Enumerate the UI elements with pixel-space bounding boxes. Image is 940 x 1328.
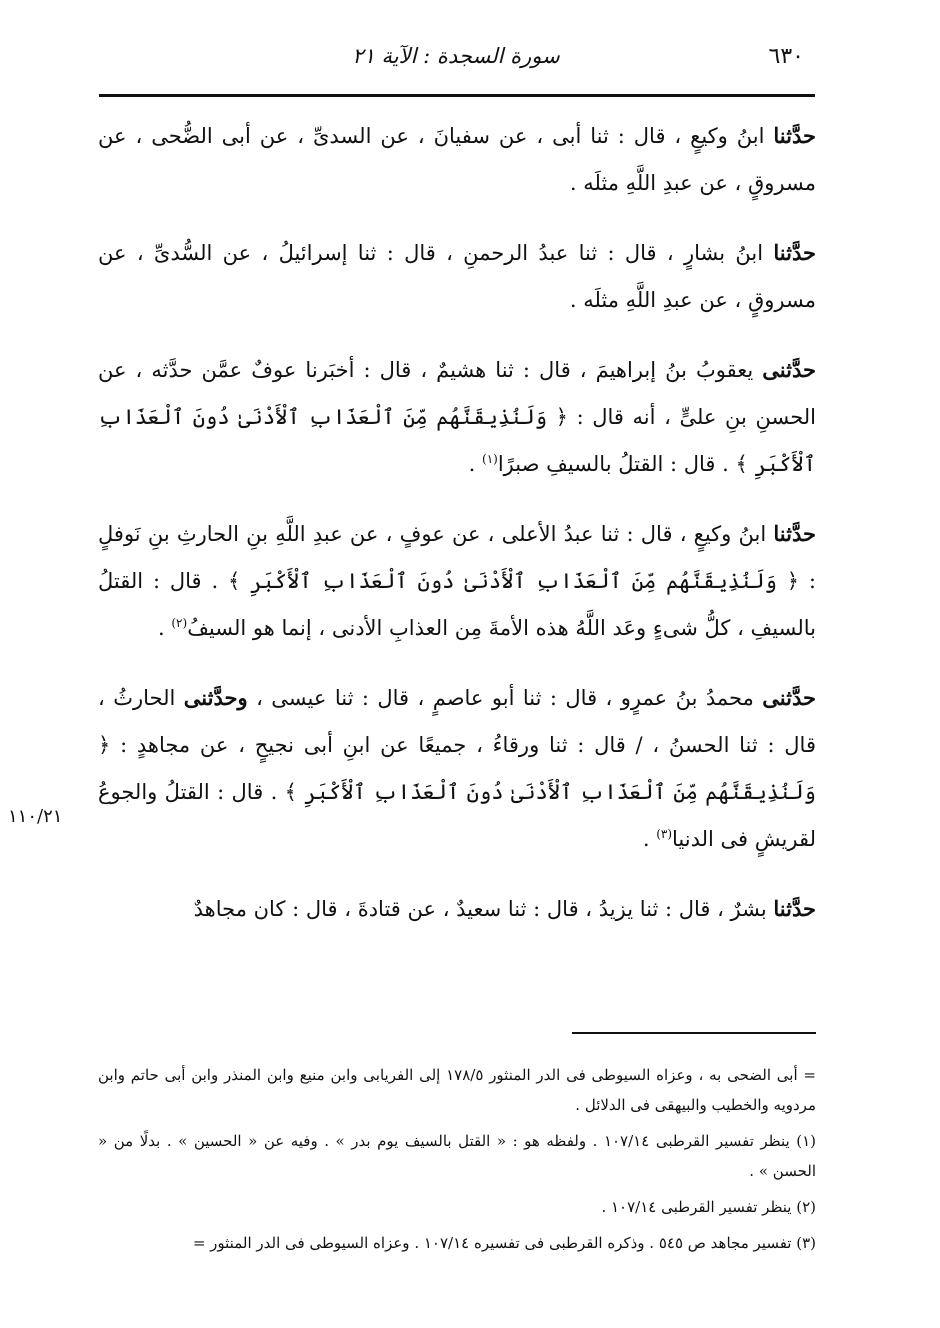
isnad-lead: حدَّثنى	[762, 357, 816, 382]
running-title: سورة السجدة : الآية ٢١	[352, 44, 560, 68]
quran-verse: ﴿ وَلَنُذِيقَنَّهُم مِّنَ ٱلْعَذَابِ ٱلْأَدْنَىٰ دُونَ ٱلْعَذَابِ ٱلْأَكْبَرِ ﴾	[227, 569, 800, 593]
footnote-3: (٣) تفسير مجاهد ص ٥٤٥ . وذكره القرطبى فى تفسيره ١٠٧/١٤ . وعزاه السيوطى فى الدر المنثور =	[192, 1234, 816, 1252]
paragraph-4	[98, 510, 816, 652]
header-rule	[99, 94, 815, 97]
paragraph-text: .	[468, 452, 476, 476]
isnad-lead: حدَّثنا	[773, 896, 816, 921]
paragraph-text: . قال : القتلُ بالسيفِ ، كلُّ شىءٍ وعَد اللَّهُ هذه الأمةَ مِن العذابِ الأدنى ، إنما هو السيفُ	[98, 569, 816, 640]
paragraph-6	[98, 885, 816, 933]
footnote-1: (١) ينظر تفسير القرطبى ١٠٧/١٤ . ولفظه هو : « القتل بالسيف يوم بدر » . وفيه عن « الحسين » . بدلًا من « الحسن » .	[98, 1132, 816, 1180]
footnotes	[98, 1060, 816, 1264]
footnote-continued: = أبى الضحى به ، وعزاه السيوطى فى الدر المنثور ١٧٨/٥ إلى الفريابى وابن منيع وابن المنذر وابن أبى حاتم وابن مردويه والخطيب والبيهقى فى الدلائل .	[98, 1066, 816, 1114]
paragraph-text: ابنُ وكيعٍ ، قال : ثنا عبدُ الأعلى ، عن عوفٍ ، عن عبدِ اللَّهِ بنِ الحارثِ بنِ نَوفلٍ :	[98, 522, 816, 593]
footnote-ref-3[interactable]: (٣)	[656, 827, 673, 841]
paragraph-text: .	[642, 827, 650, 851]
footnote-ref-1[interactable]: (١)	[482, 452, 498, 466]
quran-verse: ﴿ وَلَنُذِيقَنَّهُم مِّنَ ٱلْعَذَابِ ٱلْأَدْنَىٰ دُونَ ٱلْعَذَابِ ٱلْأَكْبَرِ ﴾	[98, 733, 816, 804]
paragraph-2	[98, 229, 816, 324]
paragraph-3	[98, 346, 816, 488]
page-number: ٦٣٠	[768, 44, 804, 69]
isnad-lead: حدَّثنا	[773, 240, 816, 265]
isnad-lead: حدَّثنى	[762, 685, 816, 710]
paragraph-text: محمدُ بنُ عمرٍو ، قال : ثنا أبو عاصمٍ ، قال : ثنا عيسى ،	[256, 686, 754, 710]
paragraph-text: بشرٌ ، قال : ثنا يزيدُ ، قال : ثنا سعيدٌ ، عن قتادةَ ، قال : كان مجاهدٌ	[193, 897, 767, 921]
isnad-lead: حدَّثنا	[773, 521, 816, 546]
quran-verse: ﴿ وَلَنُذِيقَنَّهُم مِّنَ ٱلْعَذَابِ ٱلْأَدْنَىٰ دُونَ ٱلْعَذَابِ ٱلْأَكْبَرِ ﴾	[98, 405, 816, 476]
paragraph-text: ابنُ وكيعٍ ، قال : ثنا أبى ، عن سفيانَ ، عن السدىِّ ، عن أبى الضُّحى ، عن مسروقٍ ، عن عبدِ اللَّهِ مثلَه .	[98, 124, 816, 195]
main-text	[98, 112, 816, 955]
paragraph-1	[98, 112, 816, 207]
page-header	[100, 44, 812, 82]
paragraph-text: يعقوبُ بنُ إبراهيمَ ، قال : ثنا هشيمٌ ، قال : أخبَرنا عوفٌ عمَّن حدَّثه ، عن الحسنِ بنِ علىٍّ ، أنه قال :	[98, 358, 816, 429]
paragraph-5	[98, 674, 816, 863]
paragraph-text: الحارثُ ، قال : ثنا الحسنُ ، / قال : ثنا ورقاءُ ، جميعًا عن ابنِ أبى نجيحٍ ، عن مجاهدٍ :	[98, 686, 816, 757]
footnote-ref-2[interactable]: (٢)	[171, 616, 188, 630]
paragraph-text: . قال : القتلُ بالسيفِ صبرًا	[497, 452, 729, 476]
isnad-lead-secondary: وحدَّثنى	[183, 685, 248, 710]
paragraph-text: ابنُ بشارٍ ، قال : ثنا عبدُ الرحمنِ ، قال : ثنا إسرائيلُ ، عن السُّدىِّ ، عن مسروقٍ ، عن عبدِ اللَّهِ مثلَه .	[98, 241, 816, 312]
margin-reference: ١١٠/٢١	[8, 806, 63, 827]
footnote-2: (٢) ينظر تفسير القرطبى ١٠٧/١٤ .	[601, 1198, 816, 1216]
paragraph-text: .	[157, 616, 165, 640]
footnote-separator	[572, 1032, 816, 1034]
isnad-lead: حدَّثنا	[773, 123, 816, 148]
paragraph-text: . قال : القتلُ والجوعُ لقريشٍ فى الدنيا	[98, 780, 816, 851]
